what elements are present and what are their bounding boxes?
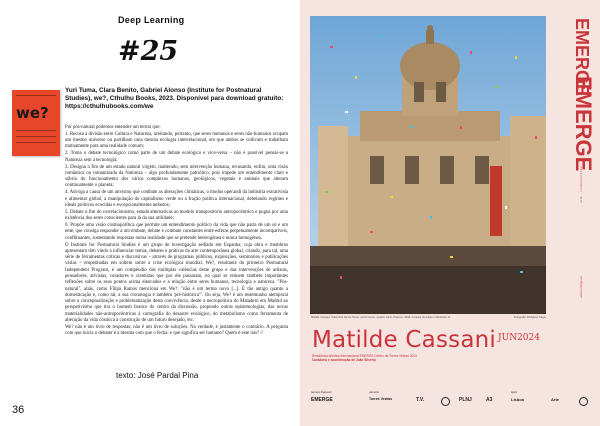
book-cover-rule (16, 130, 56, 131)
sponsor-logo: PLNJ (459, 397, 472, 403)
residency-curator: Curadoria e coordenação de João Silvério (312, 358, 376, 363)
photo-caption: Matilde Cassani, Tutta l'Arte Senza Nome, performance, Quattro Canti, Palermo, 2018. Cortesia da artista e Manifesta 12 (311, 316, 451, 319)
sponsor-logo: Torres Vedras (369, 397, 393, 401)
sponsor-logo: Lisboa (511, 397, 524, 402)
article-paragraph: 5. Debate o fim do correlacionismo, estuda alternativas ao modelo transpositório antropocêntrico e pugna por uma existência dos seres conscientes para lá da sua utilidade; (65, 209, 288, 222)
book-reference-header: Yuri Tuma, Clara Benito, Gabriel Alonso (Institute for Postnatural Studies), we?, Cthulhu Books, 2023. Disponível para download gratuito: https://cthulhubooks.com/we (65, 87, 284, 110)
book-cover-image (12, 90, 60, 156)
residency-date: JUN2024 (498, 333, 540, 343)
sponsor-logo: A3 (486, 397, 493, 403)
artist-name: Matilde Cassani (312, 327, 496, 353)
footer-label: parceiro financeiro (311, 391, 332, 394)
article-paragraph: 1. Recusa a divisão entre Cultura e Natureza, aceitando, portanto, que seres humanos e seres não-humanos ocupam um mesmo universo ou partilham uma mesma ecologia interrelacional, em que ambos se cultivam e trabalham mutuamente para uma realidade comum; (65, 131, 288, 150)
article-paragraph: 2. Toma o debate tecnológico como parte de um debate ecológico e vice-versa – não é possível pensar-se a Natureza sem a tecnologia; (65, 151, 288, 163)
residency-info (312, 354, 512, 362)
sponsor-logo-circle (579, 397, 588, 406)
brand-url: www.emerge.art (579, 276, 583, 298)
article-body (65, 125, 288, 385)
sponsor-logo: Arte (551, 397, 560, 402)
article-paragraph: 3. Designa o fim de um estado natural virgem, inalterado, sem intervenção humana, recusando, enfim, uma visão romântica ou romantizada da Natureza – algo profundamente patriótico, pois impede um entendimento claro e sóbrio do funcionamento dos vários complexos humanos, geológicos, vegetais e animais que alteram continuamente o planeta; (65, 164, 288, 189)
article-paragraph: 6. Propõe uma visão cosmopolítica que permite um entendimento político da vida que não parta de um só e um ente, que consiga responder a um embate, debate e combate constantes entre esferas perpetuamente incompatíveis, conflituantes, sustentando respostas numa realidade que se pretende heterogénea e nunca homogénea. (65, 223, 288, 241)
issue-number: #25 (118, 36, 179, 67)
footer-label: apoio (511, 391, 518, 394)
brand-column (555, 14, 595, 314)
footer-label: parceiros (369, 391, 380, 394)
sponsor-logo: T.V. (416, 397, 425, 403)
sponsors-footer (311, 391, 591, 421)
emerge-logo-large-text: EMERGE (571, 76, 596, 172)
brand-subtitle: arte · contemporânea (579, 166, 583, 203)
section-label: Deep Learning (118, 15, 185, 25)
emerge-logo-large (561, 74, 596, 172)
article-paragraph: O Institute for Postnatural Studies é um grupo de investigação sediado em Espanha, cuja obra e membros apresentam têm vindo a influenciar temas, debates e práticas da arte contemporânea global, criando, para tal, uma série de ferramentas críticas e discursivas – através de programas públicos, exposições, seminários e publicações várias – empenhadas em soltem sobre a crise ecológica mundial. We?, resultante do primeiro Postnatural Independent Program, é um compêndio das múltiplas valências deste grupo e das intervenções de artistas, pensadores, ativistas, curadores e cientistas que por ele passaram, no qual se reúnem também importantes reflexões sobre os seus pontos acima elencados e a relação entre seres humanos, tecnologia e natureza. "Pós-natural", aliás, como Filipa Ramos menciona em We?: "não é um termo novo [...]. É tão antigo quanto a domesticação e, como tal, a sua cronologia é também 'pré-histórica'". Ou seja, We? é um testemunho atemporal sobre a conceptualização e problematização desta convivência, desde a necropolítica do Matadero em Madrid ao perspetivismo que tira o homem branco do centro da discussão, propondo outras epistemologias; das novas materialidades não-antropocêntricas à cartografia do desastre ecológico, do metabolismo como ferramenta de alteração da vida cósmica à construção de um futuro desejado, etc. (65, 242, 288, 324)
sponsor-logo-circle (441, 397, 450, 406)
book-cover-rule (16, 136, 56, 137)
photo-illustration (310, 16, 546, 314)
article-paragraph: Por pós-natural podemos entender um termo que: (65, 125, 161, 130)
book-cover-title: we? (16, 104, 49, 122)
byline: texto: José Pardal Pina (116, 371, 199, 380)
residency-line: Residência artística internacional EMERGE Centro de Torres Vedras 2024 (312, 354, 417, 358)
article-paragraph: We? não é um livro de respostas; não é um livro de soluções. Na verdade, é justamente o contrário. A pergunta com que inicia o debater é a mesma com que o fecha: e que significa ser humano? Quem é este nós? // (65, 324, 288, 337)
emerge-logo (564, 16, 592, 97)
book-cover-rule (16, 95, 56, 96)
sponsor-logo: EMERGE (311, 397, 333, 403)
festival-photo (310, 16, 546, 314)
article-paragraph: 4. Advoga a causa de um ativismo que combate as alterações climáticas, o modus operandi da indústria extrativista e alimentar global, a manipulação do capitalismo verde ou a fração política internacional, debelando regimes e ideais políticos ecocidas e excepcionalmente nefastos; (65, 190, 288, 208)
page-number: 36 (12, 404, 25, 416)
book-cover-rule (16, 142, 56, 143)
emerge-logo-text: EMERGE (572, 18, 592, 97)
photo-credit: Fotografia: Wolfgang Träger (513, 316, 546, 319)
